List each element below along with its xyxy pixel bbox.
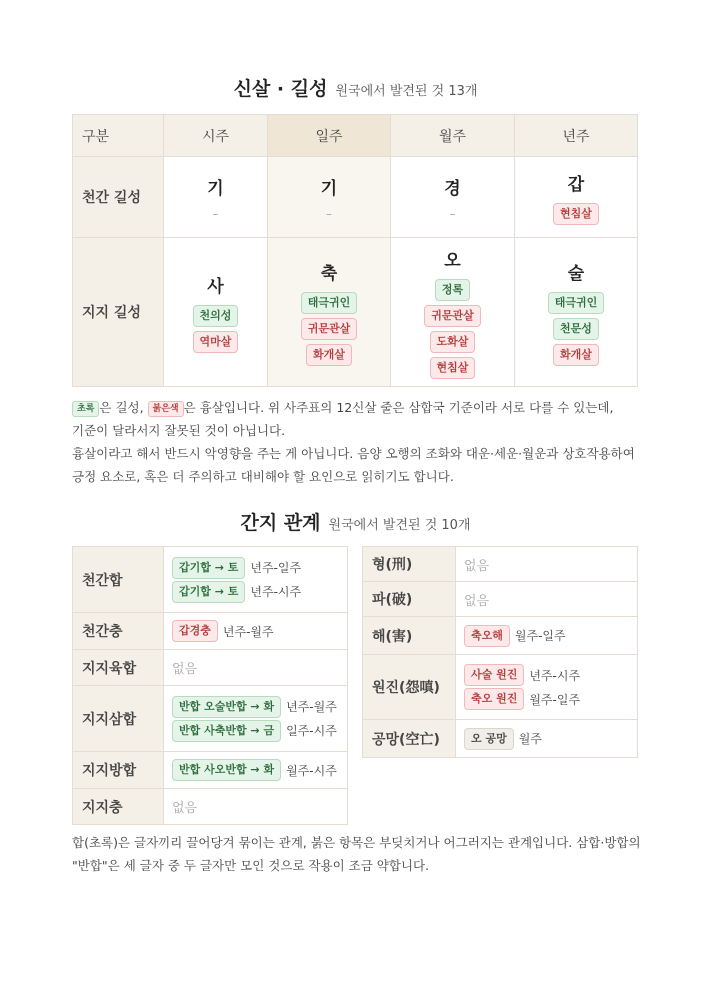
note-line: "반합"은 세 글자 중 두 글자만 모인 것으로 작용이 조금 약합니다. (72, 858, 430, 873)
relation-row (363, 582, 638, 617)
relation-row (363, 617, 638, 655)
header-month-pillar: 월주 (391, 115, 515, 157)
relation-row (73, 686, 348, 752)
badge-stack (515, 292, 637, 366)
empty-mark: – (449, 206, 456, 221)
pillar-char: 술 (567, 263, 585, 284)
relation-label: 지지육합 (73, 650, 164, 686)
good-badge: 태극귀인 (548, 292, 605, 314)
relation-badge: 반합 사오반합 → 화 (172, 759, 281, 781)
empty-mark: – (212, 206, 219, 221)
relation-label: 원진(怨嗔) (363, 655, 456, 720)
relation-badge: 사술 원진 (464, 664, 524, 686)
relation-value (456, 582, 638, 617)
pillar-char: 기 (207, 178, 224, 199)
relation-line (172, 759, 339, 781)
empty-value: 없음 (172, 801, 198, 816)
badge-stack (515, 203, 637, 225)
section-title-subtitle: 원국에서 발견된 것 10개 (328, 518, 471, 533)
relation-pillars: 월주-일주 (514, 629, 566, 643)
relation-line (172, 557, 339, 579)
note-line: 합(초록)은 글자끼리 끌어당겨 묶이는 관계, 붉은 항목은 부딪치거나 어그러지는 관계입니다. 삼합·방합의 (72, 835, 641, 850)
relation-value (164, 789, 348, 825)
pillar-cell (515, 157, 638, 238)
empty-value: 없음 (172, 662, 198, 677)
empty-mark: – (326, 206, 332, 221)
relation-pillars: 월주 (518, 732, 542, 746)
relation-value (456, 617, 638, 655)
relation-line (464, 664, 629, 686)
pillar-cell (268, 238, 391, 387)
legend-bad-tag: 붉은색 (148, 401, 184, 417)
note-line: 긍정 요소로, 혹은 더 주의하고 대비해야 할 요인으로 읽히기도 합니다. (72, 469, 454, 484)
relation-line (172, 696, 339, 718)
note-text: 은 흉살입니다. 위 사주표의 12신살 줄은 삼합국 기준이라 서로 다를 수 있는데, (183, 400, 614, 415)
relation-value (164, 686, 348, 752)
relation-badge: 갑경충 (172, 620, 218, 642)
pillar-cell (164, 157, 268, 238)
bad-badge: 도화살 (430, 331, 476, 353)
good-badge: 천문성 (553, 318, 599, 340)
relation-label: 천간충 (73, 613, 164, 650)
relation-badge: 갑기합 → 토 (172, 581, 245, 603)
section-title-ganji (0, 508, 711, 535)
section-title-main: 간지 관계 (240, 512, 321, 534)
relation-value (164, 752, 348, 789)
pillar-cell (515, 238, 638, 387)
pillar-cell (391, 157, 515, 238)
relation-row (73, 789, 348, 825)
section-title-shinsal (0, 74, 711, 101)
header-hour-pillar: 시주 (164, 115, 268, 157)
relation-value (456, 655, 638, 720)
relation-row (73, 650, 348, 686)
row-branch (73, 238, 638, 387)
relation-value (456, 547, 638, 582)
relation-label: 파(破) (363, 582, 456, 617)
relation-row (363, 655, 638, 720)
relation-pillars: 년주-일주 (250, 561, 302, 575)
relation-badge: 오 공망 (464, 728, 514, 750)
badge-stack (268, 292, 390, 366)
relation-row (363, 720, 638, 758)
relation-value (164, 613, 348, 650)
relation-label: 형(刑) (363, 547, 456, 582)
relation-line (464, 688, 629, 710)
bad-badge: 역마살 (193, 331, 239, 353)
header-day-pillar: 일주 (268, 115, 391, 157)
note-text: 은 길성, (99, 400, 148, 415)
pillar-char: 축 (320, 263, 338, 284)
badge-stack (164, 305, 267, 353)
relation-badge: 축오해 (464, 625, 510, 647)
pillar-cell (268, 157, 391, 238)
bad-badge: 화개살 (306, 344, 352, 366)
pillar-char: 경 (444, 178, 461, 199)
relation-line (464, 728, 629, 750)
pillar-char: 기 (320, 178, 338, 199)
empty-value: 없음 (464, 558, 490, 574)
relations-note (72, 831, 642, 877)
relation-pillars: 년주-월주 (286, 700, 337, 714)
relation-row (73, 613, 348, 650)
relation-label: 천간합 (73, 547, 164, 613)
note-line (72, 396, 642, 419)
bad-badge: 현침살 (430, 357, 476, 379)
relation-pillars: 년주-시주 (250, 585, 302, 599)
pillar-cell (391, 238, 515, 387)
relation-pillars: 월주-일주 (529, 692, 581, 707)
relation-badge: 축오 원진 (464, 688, 524, 710)
relation-badge: 갑기합 → 토 (172, 557, 245, 579)
bad-badge: 화개살 (553, 344, 599, 366)
header-year-pillar: 년주 (515, 115, 638, 157)
bad-badge: 귀문관살 (424, 305, 481, 327)
row-label: 천간 길성 (73, 157, 164, 238)
relation-badge: 반합 사축반합 → 금 (172, 720, 281, 742)
relation-pillars: 월주-시주 (286, 763, 337, 778)
pillar-char: 오 (444, 250, 461, 271)
shinsal-note (72, 396, 642, 488)
note-line: 흉살이라고 해서 반드시 악영향을 주는 게 아닙니다. 음양 오행의 조화와 대운·세운·월운과 상호작용하여 (72, 446, 635, 461)
relation-line (172, 720, 339, 742)
relation-line (172, 620, 339, 642)
relation-value (456, 720, 638, 758)
relation-label: 해(害) (363, 617, 456, 655)
badge-stack (391, 279, 514, 379)
shinsal-table (72, 114, 638, 387)
relation-line (464, 625, 629, 647)
relation-label: 지지삼합 (73, 686, 164, 752)
relation-label: 공망(空亡) (363, 720, 456, 758)
relation-badge: 반합 오술반합 → 화 (172, 696, 281, 718)
relations-table-right (362, 546, 638, 758)
legend-good-tag: 초록 (72, 401, 99, 417)
relation-row (73, 752, 348, 789)
relation-value (164, 650, 348, 686)
relation-row (363, 547, 638, 582)
empty-value: 없음 (464, 593, 490, 609)
pillar-char: 갑 (567, 174, 585, 195)
relation-pillars: 년주-시주 (529, 668, 581, 683)
relation-line (172, 581, 339, 603)
good-badge: 정록 (435, 279, 470, 301)
relation-row (73, 547, 348, 613)
good-badge: 천의성 (193, 305, 239, 327)
row-label: 지지 길성 (73, 238, 164, 387)
note-line: 기준이 달라서지 잘못된 것이 아닙니다. (72, 423, 286, 438)
relation-pillars: 일주-시주 (286, 724, 337, 738)
relations-table-left (72, 546, 348, 825)
good-badge: 태극귀인 (301, 292, 358, 314)
relation-value (164, 547, 348, 613)
bad-badge: 귀문관살 (301, 318, 358, 340)
pillar-cell (164, 238, 268, 387)
relation-pillars: 년주-월주 (222, 624, 274, 639)
section-title-main: 신살 · 길성 (233, 78, 328, 100)
relation-label: 지지충 (73, 789, 164, 825)
row-stem (73, 157, 638, 238)
section-title-subtitle: 원국에서 발견된 것 13개 (335, 84, 478, 99)
relation-label: 지지방합 (73, 752, 164, 789)
header-category: 구분 (73, 115, 164, 157)
bad-badge: 현침살 (553, 203, 599, 225)
pillar-char: 사 (207, 276, 224, 297)
